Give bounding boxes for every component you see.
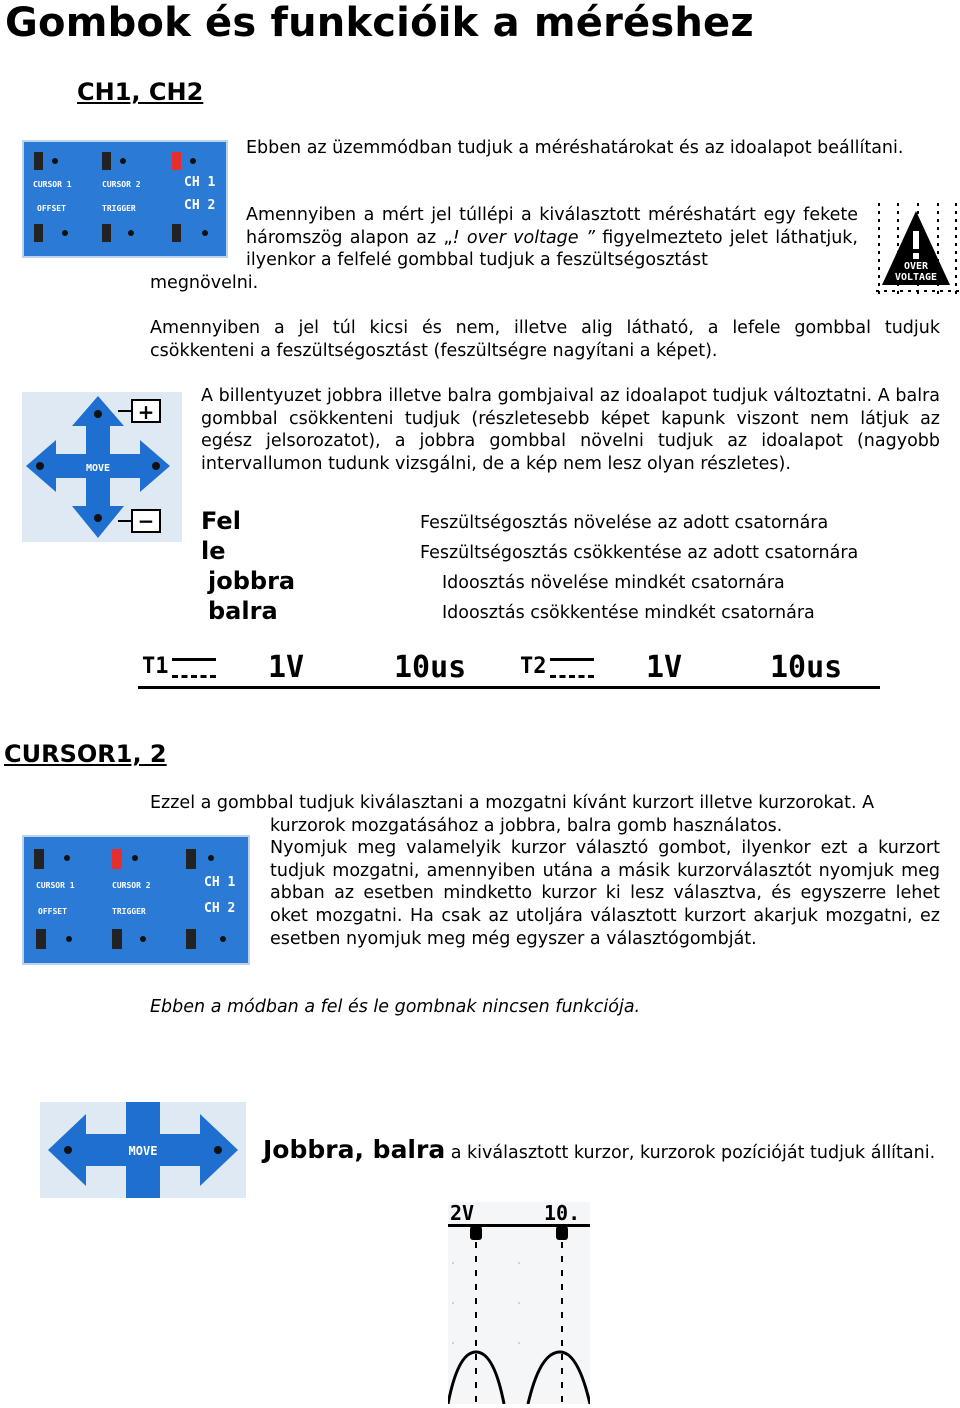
- strip-t2: T2: [520, 654, 547, 679]
- panel-button: [36, 929, 46, 949]
- panel-label-cursor2: CURSOR 2: [112, 881, 151, 890]
- paragraph-over-voltage: Amennyiben a mért jel túllépi a kiválasztott méréshatárt egy fekete háromszög alapon az „! over voltage ” figyelmezteto jelet láthatjuk, ilyenkor a felfelé gombbal tudjuk a feszültségosztást: [246, 205, 858, 271]
- paragraph-cursor-1b: kurzorok mozgatásához a jobbra, balra gomb használatos.: [270, 816, 783, 836]
- panel-led: [190, 158, 196, 164]
- panel-button: [34, 224, 43, 242]
- panel-button: [34, 152, 43, 170]
- paragraph-cursor-1a: Ezzel a gombbal tudjuk kiválasztani a mozgatni kívánt kurzort illetve kurzorokat. A: [150, 793, 875, 813]
- panel-button: [102, 152, 111, 170]
- panel-led: [128, 230, 134, 236]
- move-label: MOVE: [85, 463, 111, 474]
- warning-icon: [876, 203, 960, 297]
- panel-led: [140, 936, 146, 942]
- panel-led: [62, 230, 68, 236]
- panel-led: [202, 230, 208, 236]
- panel-button-red: [172, 152, 181, 170]
- control-panel-image: [22, 140, 228, 258]
- move-label: MOVE: [128, 1144, 158, 1158]
- scope-cursor-screen: [448, 1202, 590, 1404]
- panel-led: [120, 158, 126, 164]
- panel-button: [102, 224, 111, 242]
- panel-label-trigger: TRIGGER: [102, 204, 136, 213]
- plus-label: +: [137, 400, 155, 424]
- direction-balra: balra: [208, 597, 278, 625]
- panel-led: [208, 855, 214, 861]
- panel-button-red: [112, 849, 122, 869]
- panel-label-ch1: CH 1: [184, 175, 216, 190]
- strip-s1: 10us: [394, 650, 467, 685]
- paragraph-small-signal: Amennyiben a jel túl kicsi és nem, illetve alig látható, a lefele gombbal tudjuk csökkenteni a feszültségosztást (feszültségre nagyítani a képet).: [150, 318, 940, 361]
- direction-le: le: [201, 537, 226, 565]
- direction-balra-desc: Idoosztás csökkentése mindkét csatornára: [442, 603, 815, 623]
- panel-label-cursor2: CURSOR 2: [102, 180, 141, 189]
- paragraph-timebase: A billentyuzet jobbra illetve balra gombjaival az idoalapot tudjuk változtatni. A balra gombbal csökkenteni tudjuk (részletesebb képet kapunk viszont nem látjuk az egész jelsorozatot), a jobbra gombbal növelni tudjuk az idoalapot (nagyobb intervallumon tudunk vizsgálni, de a kép nem lesz olyan részletes).: [201, 386, 940, 475]
- section-heading-ch: CH1, CH2: [77, 78, 204, 106]
- strip-s2: 10us: [770, 650, 843, 685]
- panel-label-trigger: TRIGGER: [112, 907, 146, 916]
- direction-fel-desc: Feszültségosztás növelése az adott csatornára: [420, 513, 829, 533]
- scope-time-label: 10.: [544, 1202, 581, 1225]
- scope-status-strip: [138, 650, 880, 689]
- direction-le-desc: Feszültségosztás csökkentése az adott csatornára: [420, 543, 859, 563]
- panel-button: [186, 849, 196, 869]
- paragraph-mode: Ebben az üzemmódban tudjuk a méréshatárokat és az idoalapot beállítani.: [246, 138, 904, 158]
- paragraph-left-right: Jobbra, balra a kiválasztott kurzor, kurzorok pozícióját tudjuk állítani.: [263, 1135, 936, 1164]
- section-heading-cursor: CURSOR1, 2: [4, 740, 167, 768]
- control-panel-image: [22, 835, 250, 965]
- left-right-emphasis: Jobbra, balra: [263, 1135, 446, 1164]
- panel-led: [66, 936, 72, 942]
- strip-t1: T1: [142, 654, 169, 679]
- direction-jobbra: jobbra: [208, 567, 296, 595]
- panel-label-ch1: CH 1: [204, 875, 236, 890]
- panel-label-offset: OFFSET: [37, 204, 66, 213]
- scope-voltage-label: 2V: [450, 1202, 475, 1225]
- direction-fel: Fel: [201, 507, 241, 535]
- strip-v2: 1V: [646, 650, 683, 685]
- warning-label-2: VOLTAGE: [894, 272, 938, 283]
- paragraph-over-voltage-end: megnövelni.: [150, 273, 259, 293]
- panel-led: [132, 855, 138, 861]
- strip-coupling-icon: [550, 658, 594, 678]
- strip-v1: 1V: [268, 650, 305, 685]
- panel-label-ch2: CH 2: [184, 198, 216, 213]
- move-cross-icon: [22, 392, 182, 542]
- panel-button: [172, 224, 181, 242]
- paragraph-cursor-1c: Nyomjuk meg valamelyik kurzor választó gombot, ilyenkor ezt a kurzort tudjuk mozgatni, amennyiben utána a másik kurzorválasztót nyomjuk meg abban az esetben mindketto kurzor ki lesz választva, és egyszerre lehet oket mozgatni. Ha csak az utoljára választott kurzort akarjuk mozgatni, ez esetben nyomjuk meg még egyszer a választógombját.: [270, 838, 940, 949]
- panel-label-ch2: CH 2: [204, 901, 236, 916]
- panel-led: [64, 855, 70, 861]
- minus-label: −: [137, 509, 155, 533]
- panel-button: [186, 929, 196, 949]
- panel-button: [112, 929, 122, 949]
- paragraph-no-function: Ebben a módban a fel és le gombnak nincsen funkciója.: [150, 997, 641, 1017]
- panel-button: [34, 849, 44, 869]
- strip-coupling-icon: [172, 658, 216, 678]
- page-title: Gombok és funkcióik a méréshez: [5, 0, 754, 46]
- direction-jobbra-desc: Idoosztás növelése mindkét csatornára: [442, 573, 785, 593]
- panel-label-offset: OFFSET: [38, 907, 67, 916]
- panel-label-cursor1: CURSOR 1: [36, 881, 75, 890]
- move-left-right-icon: [40, 1102, 246, 1198]
- panel-led: [52, 158, 58, 164]
- panel-label-cursor1: CURSOR 1: [33, 180, 72, 189]
- warning-label-1: OVER: [903, 261, 929, 272]
- panel-led: [220, 936, 226, 942]
